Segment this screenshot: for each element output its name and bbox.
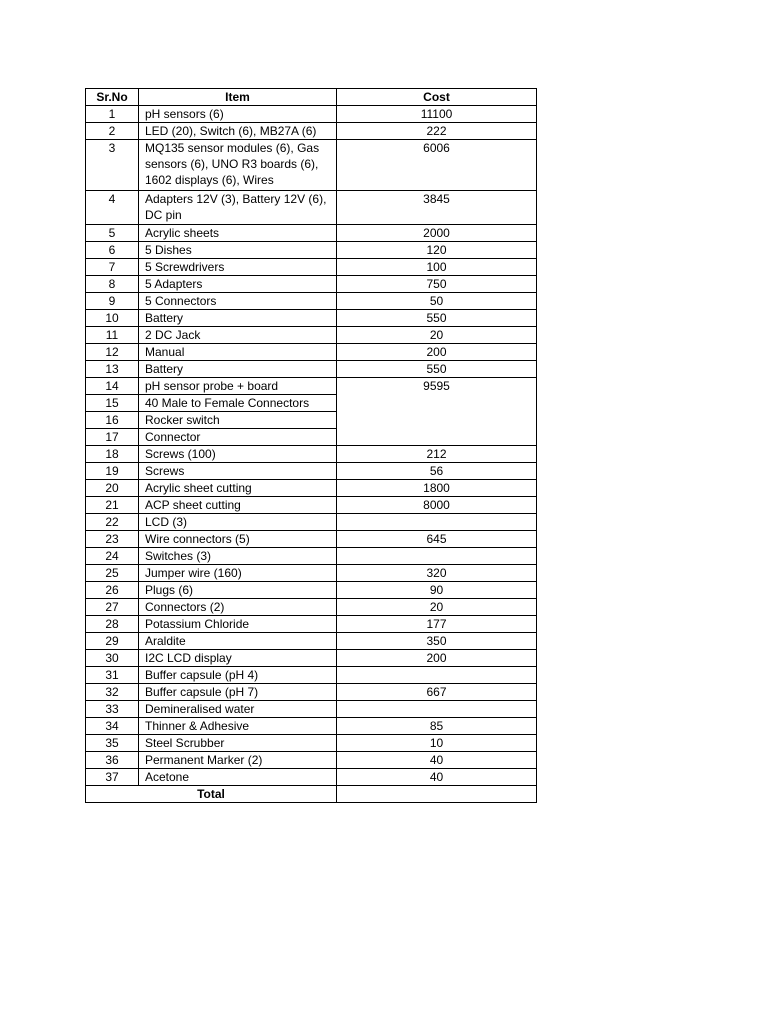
sr-no-cell: 31 (86, 667, 139, 684)
table-row (86, 106, 537, 123)
table-row (86, 259, 537, 276)
sr-no-cell: 35 (86, 735, 139, 752)
cost-cell: 667 (337, 684, 537, 701)
cost-cell: 9595 (337, 378, 537, 446)
cost-cell: 2000 (337, 225, 537, 242)
cost-cell: 3845 (337, 191, 537, 225)
cost-cell: 550 (337, 361, 537, 378)
item-cell: Demineralised water (139, 701, 337, 718)
table-row (86, 531, 537, 548)
total-label: Total (86, 786, 337, 803)
cost-cell: 40 (337, 769, 537, 786)
item-cell: Rocker switch (139, 412, 337, 429)
cost-cell: 6006 (337, 140, 537, 191)
header-row (86, 89, 537, 106)
sr-no-cell: 29 (86, 633, 139, 650)
item-cell: Potassium Chloride (139, 616, 337, 633)
item-cell: Plugs (6) (139, 582, 337, 599)
item-cell: Permanent Marker (2) (139, 752, 337, 769)
table-row (86, 565, 537, 582)
item-cell: Acrylic sheet cutting (139, 480, 337, 497)
cost-cell: 20 (337, 327, 537, 344)
table-row (86, 752, 537, 769)
sr-no-cell: 16 (86, 412, 139, 429)
table-row (86, 667, 537, 684)
item-cell: ACP sheet cutting (139, 497, 337, 514)
cost-cell: 10 (337, 735, 537, 752)
sr-no-cell: 28 (86, 616, 139, 633)
sr-no-cell: 25 (86, 565, 139, 582)
table-row (86, 616, 537, 633)
item-cell: Screws (139, 463, 337, 480)
sr-no-cell: 20 (86, 480, 139, 497)
total-value (337, 786, 537, 803)
table-row (86, 140, 537, 191)
item-cell: Buffer capsule (pH 4) (139, 667, 337, 684)
sr-no-cell: 7 (86, 259, 139, 276)
table-row (86, 378, 537, 395)
table-row (86, 123, 537, 140)
sr-no-cell: 34 (86, 718, 139, 735)
item-cell: 2 DC Jack (139, 327, 337, 344)
item-cell: 5 Adapters (139, 276, 337, 293)
table-row (86, 242, 537, 259)
table-row (86, 293, 537, 310)
sr-no-cell: 3 (86, 140, 139, 191)
sr-no-header: Sr.No (86, 89, 139, 106)
item-cell: 40 Male to Female Connectors (139, 395, 337, 412)
table-row (86, 480, 537, 497)
cost-cell: 20 (337, 599, 537, 616)
sr-no-cell: 5 (86, 225, 139, 242)
total-row (86, 786, 537, 803)
table-row (86, 344, 537, 361)
sr-no-cell: 19 (86, 463, 139, 480)
cost-cell: 11100 (337, 106, 537, 123)
cost-cell (337, 514, 537, 531)
item-cell: Battery (139, 310, 337, 327)
sr-no-cell: 9 (86, 293, 139, 310)
table-row (86, 361, 537, 378)
cost-cell: 90 (337, 582, 537, 599)
sr-no-cell: 2 (86, 123, 139, 140)
table-row (86, 225, 537, 242)
item-cell: Battery (139, 361, 337, 378)
table-row (86, 769, 537, 786)
item-header: Item (139, 89, 337, 106)
item-cell: Steel Scrubber (139, 735, 337, 752)
sr-no-cell: 27 (86, 599, 139, 616)
cost-cell: 8000 (337, 497, 537, 514)
sr-no-cell: 26 (86, 582, 139, 599)
cost-cell: 750 (337, 276, 537, 293)
table-row (86, 548, 537, 565)
item-cell: Wire connectors (5) (139, 531, 337, 548)
sr-no-cell: 14 (86, 378, 139, 395)
cost-cell: 100 (337, 259, 537, 276)
cost-cell: 200 (337, 650, 537, 667)
table-row (86, 735, 537, 752)
table-row (86, 650, 537, 667)
cost-cell: 222 (337, 123, 537, 140)
item-cell: 5 Screwdrivers (139, 259, 337, 276)
cost-cell: 200 (337, 344, 537, 361)
cost-cell: 56 (337, 463, 537, 480)
cost-cell (337, 667, 537, 684)
table-row (86, 701, 537, 718)
cost-cell: 212 (337, 446, 537, 463)
cost-table (85, 88, 537, 803)
item-cell: Adapters 12V (3), Battery 12V (6), DC pin (139, 191, 337, 225)
item-cell: Araldite (139, 633, 337, 650)
item-cell: Thinner & Adhesive (139, 718, 337, 735)
sr-no-cell: 37 (86, 769, 139, 786)
cost-cell: 50 (337, 293, 537, 310)
cost-cell (337, 701, 537, 718)
item-cell: Acrylic sheets (139, 225, 337, 242)
item-cell: Screws (100) (139, 446, 337, 463)
table-row (86, 633, 537, 650)
item-cell: 5 Dishes (139, 242, 337, 259)
sr-no-cell: 22 (86, 514, 139, 531)
sr-no-cell: 10 (86, 310, 139, 327)
table-row (86, 718, 537, 735)
table-row (86, 497, 537, 514)
sr-no-cell: 8 (86, 276, 139, 293)
item-cell: LCD (3) (139, 514, 337, 531)
item-cell: 5 Connectors (139, 293, 337, 310)
table-row (86, 599, 537, 616)
cost-cell: 40 (337, 752, 537, 769)
table-row (86, 446, 537, 463)
cost-header: Cost (337, 89, 537, 106)
item-cell: Connector (139, 429, 337, 446)
table-row (86, 191, 537, 225)
table-row (86, 582, 537, 599)
item-cell: Buffer capsule (pH 7) (139, 684, 337, 701)
sr-no-cell: 12 (86, 344, 139, 361)
sr-no-cell: 17 (86, 429, 139, 446)
item-cell: Connectors (2) (139, 599, 337, 616)
sr-no-cell: 33 (86, 701, 139, 718)
sr-no-cell: 4 (86, 191, 139, 225)
item-cell: Manual (139, 344, 337, 361)
cost-cell: 645 (337, 531, 537, 548)
cost-cell: 550 (337, 310, 537, 327)
cost-cell: 120 (337, 242, 537, 259)
table-row (86, 514, 537, 531)
sr-no-cell: 11 (86, 327, 139, 344)
table-row (86, 310, 537, 327)
sr-no-cell: 1 (86, 106, 139, 123)
sr-no-cell: 6 (86, 242, 139, 259)
table-row (86, 276, 537, 293)
table-row (86, 684, 537, 701)
item-cell: Acetone (139, 769, 337, 786)
sr-no-cell: 15 (86, 395, 139, 412)
sr-no-cell: 23 (86, 531, 139, 548)
sr-no-cell: 30 (86, 650, 139, 667)
sr-no-cell: 36 (86, 752, 139, 769)
table-row (86, 327, 537, 344)
table-row (86, 463, 537, 480)
item-cell: LED (20), Switch (6), MB27A (6) (139, 123, 337, 140)
cost-cell: 1800 (337, 480, 537, 497)
item-cell: I2C LCD display (139, 650, 337, 667)
sr-no-cell: 24 (86, 548, 139, 565)
table-body (86, 106, 537, 786)
item-cell: Jumper wire (160) (139, 565, 337, 582)
cost-cell (337, 548, 537, 565)
sr-no-cell: 18 (86, 446, 139, 463)
item-cell: pH sensors (6) (139, 106, 337, 123)
cost-cell: 320 (337, 565, 537, 582)
sr-no-cell: 13 (86, 361, 139, 378)
cost-cell: 85 (337, 718, 537, 735)
cost-cell: 177 (337, 616, 537, 633)
sr-no-cell: 32 (86, 684, 139, 701)
sr-no-cell: 21 (86, 497, 139, 514)
item-cell: Switches (3) (139, 548, 337, 565)
cost-cell: 350 (337, 633, 537, 650)
item-cell: pH sensor probe + board (139, 378, 337, 395)
item-cell: MQ135 sensor modules (6), Gas sensors (6), UNO R3 boards (6), 1602 displays (6), Wires (139, 140, 337, 191)
